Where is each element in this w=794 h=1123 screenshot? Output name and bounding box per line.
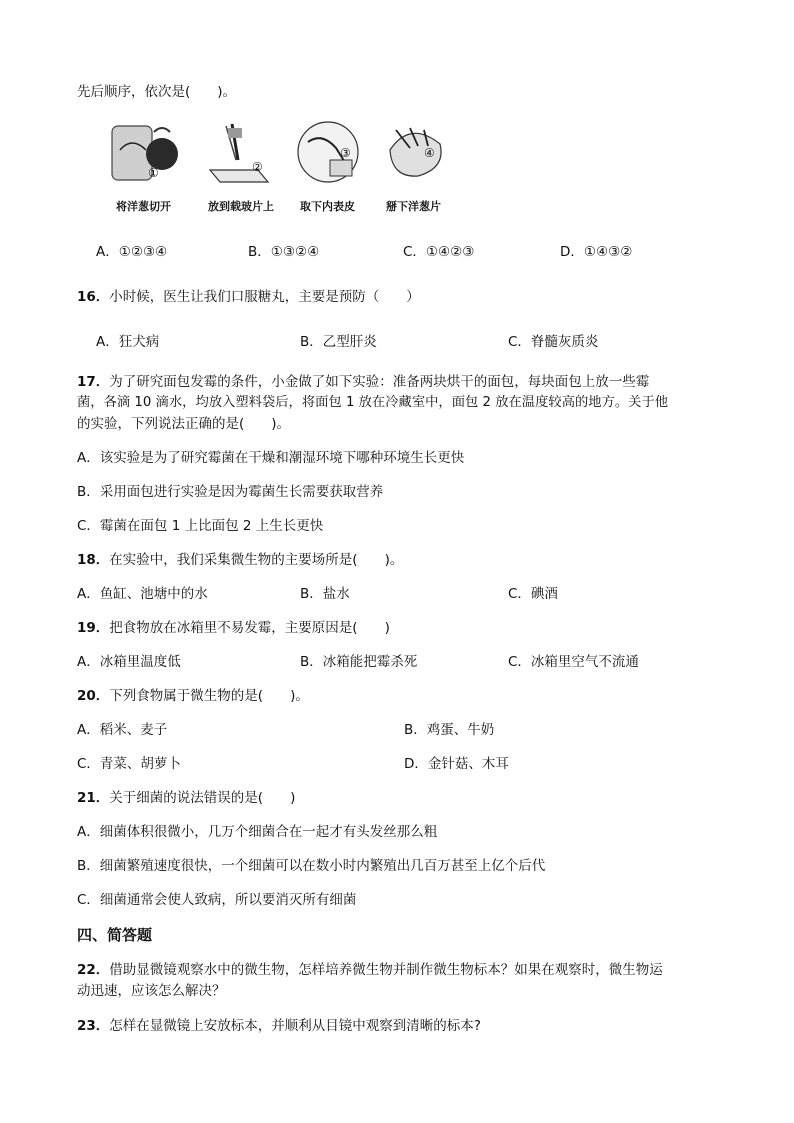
- option-d: D．①④③②: [560, 244, 633, 260]
- question-number: 21．: [77, 790, 110, 806]
- figure-caption-4: 掰下洋葱片: [386, 200, 441, 213]
- figure-caption-2: 放到载玻片上: [208, 200, 274, 213]
- question-23: [77, 1016, 481, 1036]
- question-21: [77, 788, 295, 808]
- question-text: 借助显微镜观察水中的微生物，怎样培养微生物并制作微生物标本？如果在观察时，微生物运: [109, 962, 663, 978]
- option-c: C．碘酒: [508, 586, 558, 602]
- question-text: 小时候，医生让我们口服糖丸，主要是预防（ ）: [109, 289, 420, 305]
- figure-panel-3: [294, 120, 366, 188]
- section-heading: 四、简答题: [77, 926, 153, 944]
- option-a: A．稻米、麦子: [77, 722, 168, 738]
- panel-number: ①: [148, 166, 159, 180]
- option-a: A．细菌体积很微小，几万个细菌合在一起才有头发丝那么粗: [77, 824, 438, 840]
- question-17-line-3: 的实验，下列说法正确的是( )。: [77, 416, 291, 432]
- option-d: D．金针菇、木耳: [404, 756, 509, 772]
- peel-inner-skin-illustration: [294, 120, 366, 188]
- question-number: 18．: [77, 552, 110, 568]
- option-c: C．细菌通常会使人致病，所以要消灭所有细菌: [77, 892, 357, 908]
- question-17-line-2: 菌，各滴 10 滴水，均放入塑料袋后，将面包 1 放在冷藏室中，面包 2 放在温度较高的地方。关于他: [77, 395, 669, 410]
- question-text: 为了研究面包发霉的条件，小金做了如下实验：准备两块烘干的面包，每块面包上放一些霉: [109, 374, 650, 390]
- option-c: C．霉菌在面包 1 上比面包 2 上生长更快: [77, 518, 324, 534]
- question-22-line-2: 动迅速，应该怎么解决？: [77, 983, 226, 999]
- option-c: C．脊髓灰质炎: [508, 334, 599, 350]
- question-17: [77, 372, 649, 392]
- option-b: B．冰箱能把霉杀死: [300, 654, 418, 670]
- panel-number: ④: [424, 146, 435, 160]
- option-a: A．该实验是为了研究霉菌在干燥和潮湿环境下哪种环境生长更快: [77, 450, 465, 466]
- option-b: B．细菌繁殖速度很快，一个细菌可以在数小时内繁殖出几百万甚至上亿个后代: [77, 858, 546, 874]
- onion-procedure-figure: [110, 120, 455, 220]
- question-text: 在实验中，我们采集微生物的主要场所是( )。: [109, 552, 404, 568]
- option-b: B．盐水: [300, 586, 350, 602]
- panel-number: ②: [252, 160, 263, 174]
- place-on-slide-illustration: [202, 120, 274, 188]
- question-19: [77, 618, 390, 638]
- figure-panel-1: [110, 120, 182, 188]
- question-number: 20．: [77, 688, 110, 704]
- question-22: [77, 960, 663, 980]
- question-text: 关于细菌的说法错误的是( ): [109, 790, 296, 806]
- question-15-tail: 先后顺序，依次是( )。: [77, 84, 237, 100]
- figure-caption-1: 将洋葱切开: [116, 200, 171, 213]
- question-20: [77, 686, 309, 706]
- question-number: 19．: [77, 620, 110, 636]
- panel-number: ③: [340, 146, 351, 160]
- option-a: A．狂犬病: [96, 334, 160, 350]
- question-16: [77, 287, 420, 307]
- question-18: [77, 550, 403, 570]
- option-b: B．鸡蛋、牛奶: [404, 722, 495, 738]
- question-text: 把食物放在冰箱里不易发霉，主要原因是( ): [109, 620, 390, 636]
- question-text: 下列食物属于微生物的是( )。: [109, 688, 309, 704]
- option-c: C．冰箱里空气不流通: [508, 654, 639, 670]
- option-c: C．①④②③: [403, 244, 475, 260]
- option-b: B．采用面包进行实验是因为霉菌生长需要获取营养: [77, 484, 384, 500]
- break-onion-piece-illustration: [380, 120, 452, 188]
- option-a: A．①②③④: [96, 244, 168, 260]
- cut-onion-illustration: [110, 120, 182, 188]
- question-text: 怎样在显微镜上安放标本，并顺利从目镜中观察到清晰的标本?: [109, 1018, 481, 1034]
- question-number: 17．: [77, 374, 110, 390]
- option-a: A．鱼缸、池塘中的水: [77, 586, 208, 602]
- option-c: C．青菜、胡萝卜: [77, 756, 181, 772]
- question-number: 23．: [77, 1018, 110, 1034]
- option-b: B．乙型肝炎: [300, 334, 377, 350]
- question-number: 16．: [77, 289, 110, 305]
- figure-panel-4: [380, 120, 452, 188]
- option-a: A．冰箱里温度低: [77, 654, 181, 670]
- figure-caption-3: 取下内表皮: [300, 200, 355, 213]
- figure-panel-2: [202, 120, 274, 188]
- option-b: B．①③②④: [248, 244, 320, 260]
- question-number: 22．: [77, 962, 110, 978]
